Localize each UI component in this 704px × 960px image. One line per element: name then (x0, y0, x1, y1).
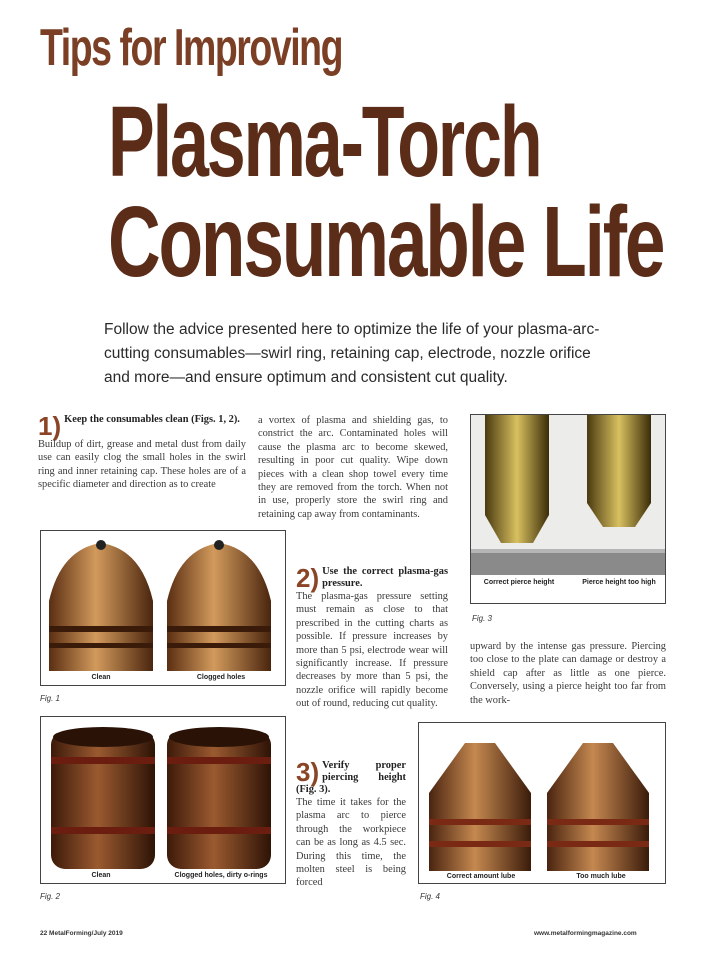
fig3-caption-left: Correct pierce height (483, 579, 555, 586)
tip3-block (296, 757, 406, 890)
footer-left: 22 MetalForming/July 2019 (40, 930, 123, 937)
fig1-image (41, 531, 285, 685)
fig2-image (41, 717, 285, 883)
fig1-photo (40, 530, 286, 686)
tip1-text-b: a vortex of plasma and shielding gas, to constrict the arc. Contaminated holes will cause the plasma arc to become skewed, resulting in poor cut quality. Wipe down pieces with a clean shop towel every time they are removed from the torch. When not in use, properly store the swirl ring and retaining cap away from contaminants. (258, 415, 448, 520)
headline-line-1: Tips for Improving (40, 19, 343, 77)
fig1-caption-left: Clean (91, 674, 111, 681)
fig2-caption-right: Clogged holes, dirty o-rings (174, 872, 268, 879)
tip3-number: 3) (296, 757, 320, 787)
col3-text: upward by the intense gas pressure. Piercing too close to the plate can damage or destroy a shield cap after as little as one pierce. Conversely, using a pierce height too far from the work- (470, 641, 666, 706)
fig4-label: Fig. 4 (420, 892, 441, 901)
headline-line-3: Consumable Life (108, 186, 664, 298)
footer-right[interactable]: www.metalformingmagazine.com (534, 930, 637, 937)
fig1-caption-right: Clogged holes (196, 674, 246, 681)
fig1-label: Fig. 1 (40, 694, 61, 703)
tip3-text: The time it takes for the plasma arc to pierce through the workpiece can be as long as 4.5 sec. During this time, the molten steel is being forced (296, 797, 406, 889)
tip1-number: 1) (38, 411, 62, 441)
fig4-photo (418, 722, 666, 884)
fig4-caption-left: Correct amount lube (446, 873, 516, 880)
tip1-block (38, 411, 246, 492)
fig2-caption-left: Clean (91, 872, 111, 879)
tip2-number: 2) (296, 563, 320, 593)
tip2-text: The plasma-gas pressure setting must remain as close to that prescribed in the cutting charts as possible. If pressure increases by more than 5 psi, electrode wear will significantly increase. If pressure decreases by more than 5 psi, the nozzle orifice will rapidly become out of round, reducing cut quality. (296, 591, 448, 710)
fig3-photo (470, 414, 666, 604)
headline-line-2: Plasma-Torch (108, 86, 541, 198)
tip1-text-a: Buildup of dirt, grease and metal dust from daily use can easily clog the small holes in the swirl ring and inner retaining cap. These holes are of a specific diameter and direction as to create (38, 439, 246, 491)
fig4-image (419, 723, 665, 883)
tip2-block (296, 563, 448, 711)
fig3-caption-right: Pierce height too high (582, 579, 656, 586)
tip1-heading: Keep the consumables clean (Figs. 1, 2). (64, 414, 240, 425)
tip3-heading: Verify proper piercing height (Fig. 3). (296, 760, 406, 795)
fig3-label: Fig. 3 (472, 614, 493, 623)
fig2-label: Fig. 2 (40, 892, 61, 901)
tip2-heading: Use the correct plasma-gas pressure. (322, 566, 448, 589)
dek: Follow the advice presented here to optimize the life of your plasma-arc-cutting consumables—swirl ring, retaining cap, electrode, nozzle orifice and more—and ensure optimum and consistent cut quality. (104, 321, 600, 386)
fig2-photo (40, 716, 286, 884)
fig3-image (471, 415, 665, 603)
fig4-caption-right: Too much lube (576, 873, 626, 880)
